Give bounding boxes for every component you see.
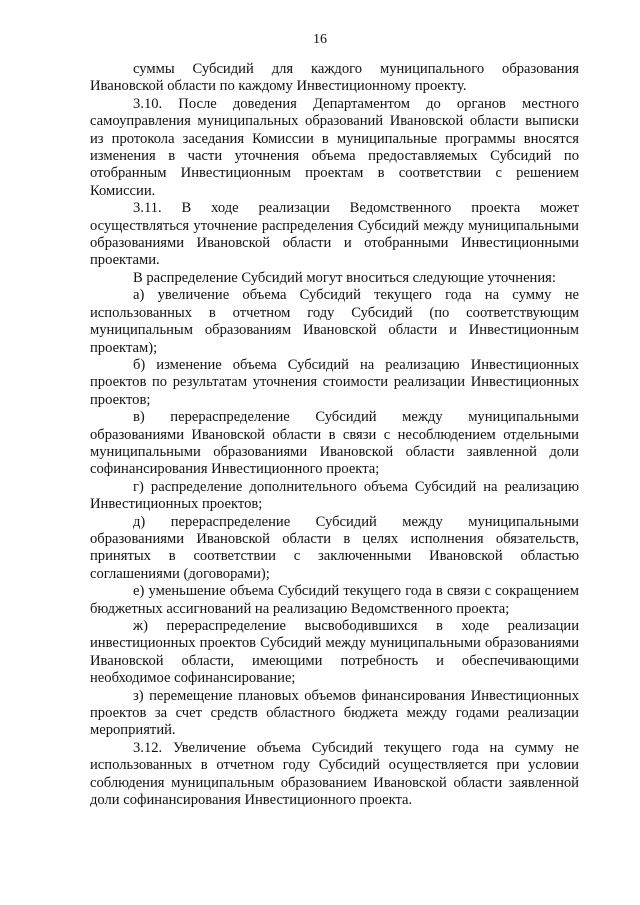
list-item-z: з) перемещение плановых объемов финансирования Инвестиционных проектов за счет средств областного бюджета между годами реализации мероприятий.	[90, 687, 579, 739]
list-item-g: г) распределение дополнительного объема Субсидий на реализацию Инвестиционных проектов;	[90, 478, 579, 513]
list-item-e: е) уменьшение объема Субсидий текущего года в связи с сокращением бюджетных ассигнований на реализацию Ведомственного проекта;	[90, 583, 579, 617]
list-item-zh: ж) перераспределение высвободившихся в ходе реализации инвестиционных проектов Субсидий между муниципальными образованиями Ивановской области, имеющими потребность и обеспечивающими необходимое софинансирование;	[90, 618, 579, 687]
paragraph-clarifications-intro: В распределение Субсидий могут вноситься следующие уточнения:	[133, 269, 556, 286]
document-body	[90, 61, 579, 809]
list-item-v: в) перераспределение Субсидий между муниципальными образованиями Ивановской области в связи с несоблюдением отдельными муниципальными образованиями Ивановской области заявленной доли софинансирования Инвестиционного проекта;	[90, 409, 579, 478]
list-item-d: д) перераспределение Субсидий между муниципальными образованиями Ивановской области в целях исполнения обязательств, принятых в соответствии с заключенными Ивановской областью соглашениями (договорами);	[90, 513, 579, 582]
page-number: 16	[313, 32, 327, 47]
paragraph-continuation: суммы Субсидий для каждого муниципального образования Ивановской области по каждому Инвестиционному проекту.	[90, 61, 579, 95]
paragraph-3-10: 3.10. После доведения Департаментом до органов местного самоуправления муниципальных образований Ивановской области выписки из протокола заседания Комиссии в муниципальные программы вносятся изменения в части уточнения объема предоставляемых Субсидий по отобранным Инвестиционным проектам в соответствии с решением Комиссии.	[90, 95, 579, 199]
paragraph-3-12: 3.12. Увеличение объема Субсидий текущего года на сумму не использованных в отчетном году Субсидий осуществляется при условии соблюдения муниципальным образованием Ивановской области заявленной доли софинансирования Инвестиционного проекта.	[90, 739, 579, 809]
list-item-a: а) увеличение объема Субсидий текущего года на сумму не использованных в отчетном году Субсидий (по соответствующим муниципальным образованиям Ивановской области и Инвестиционным проектам);	[90, 287, 579, 356]
paragraph-3-11: 3.11. В ходе реализации Ведомственного проекта может осуществляться уточнение распределения Субсидий между муниципальными образованиями Ивановской области и отобранными Инвестиционными проектами.	[90, 200, 579, 269]
list-item-b: б) изменение объема Субсидий на реализацию Инвестиционных проектов по результатам уточнения стоимости реализации Инвестиционных проектов;	[90, 356, 579, 408]
